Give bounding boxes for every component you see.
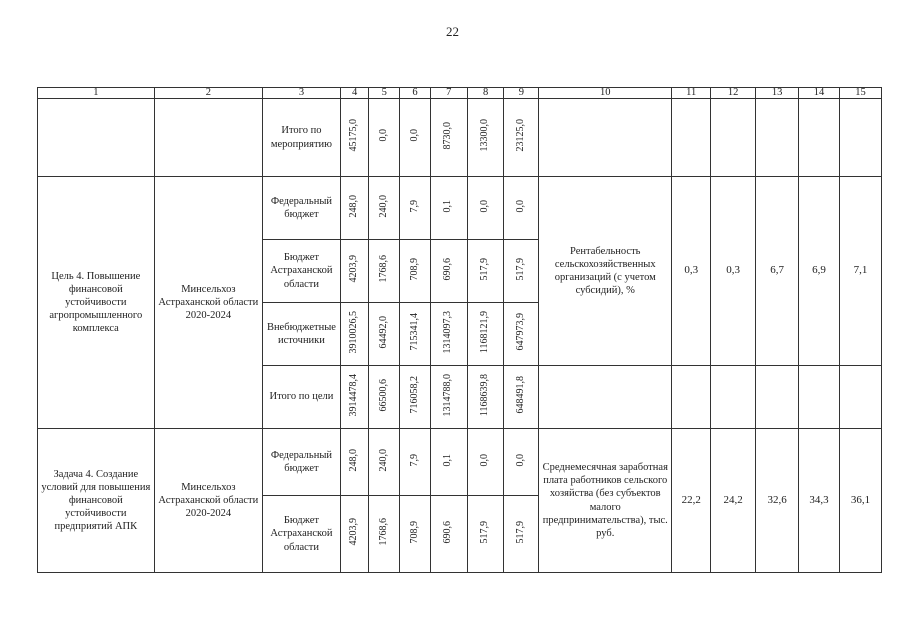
header-cell: 1 — [38, 88, 155, 99]
amount-cell: 13300,0 — [467, 99, 504, 177]
indicator-name: Рентабельность сельскохозяйственных организаций (с учетом субсидий), % — [539, 177, 672, 366]
amount-cell: 4203,9 — [340, 240, 369, 303]
amount-cell: 0,0 — [467, 177, 504, 240]
header-row — [38, 88, 882, 99]
amount-cell: 517,9 — [467, 240, 504, 303]
amount-cell: 240,0 — [369, 177, 400, 240]
amount-cell: 3914478,4 — [340, 366, 369, 429]
amount-cell: 0,0 — [400, 99, 431, 177]
goal-executor: Минсельхоз Астраханской области 2020-2024 — [154, 177, 262, 429]
funding-source: Внебюджетные источники — [263, 303, 341, 366]
indicator-value: 6,9 — [799, 177, 840, 366]
header-cell: 12 — [711, 88, 756, 99]
header-cell: 7 — [430, 88, 467, 99]
amount-cell: 648491,8 — [504, 366, 539, 429]
empty-cell — [672, 366, 711, 429]
indicator-value: 36,1 — [839, 429, 881, 573]
amount-cell: 0,0 — [504, 429, 539, 496]
table-row — [38, 177, 882, 240]
amount-cell: 7,9 — [400, 429, 431, 496]
header-cell: 11 — [672, 88, 711, 99]
goal-name: Цель 4. Повышение финансовой устойчивости агропромышленного комплекса — [38, 177, 155, 429]
header-cell: 8 — [467, 88, 504, 99]
empty-cell — [711, 99, 756, 177]
amount-cell: 240,0 — [369, 429, 400, 496]
indicator-value: 7,1 — [839, 177, 881, 366]
header-cell: 9 — [504, 88, 539, 99]
amount-cell: 690,6 — [430, 240, 467, 303]
amount-cell: 517,9 — [504, 240, 539, 303]
header-cell: 5 — [369, 88, 400, 99]
empty-cell — [38, 99, 155, 177]
indicator-value: 6,7 — [756, 177, 799, 366]
page-number: 22 — [446, 24, 459, 39]
amount-cell: 0,0 — [467, 429, 504, 496]
amount-cell: 1314788,0 — [430, 366, 467, 429]
amount-cell: 517,9 — [504, 496, 539, 573]
program-table — [37, 87, 882, 573]
empty-cell — [799, 99, 840, 177]
funding-source: Итого по мероприятию — [263, 99, 341, 177]
amount-cell: 0,0 — [369, 99, 400, 177]
empty-cell — [799, 366, 840, 429]
header-cell: 10 — [539, 88, 672, 99]
empty-cell — [756, 99, 799, 177]
funding-source: Федеральный бюджет — [263, 177, 341, 240]
empty-cell — [539, 366, 672, 429]
amount-cell: 708,9 — [400, 496, 431, 573]
amount-cell: 66500,6 — [369, 366, 400, 429]
amount-cell: 647973,9 — [504, 303, 539, 366]
header-cell: 6 — [400, 88, 431, 99]
indicator-value: 24,2 — [711, 429, 756, 573]
amount-cell: 1314097,3 — [430, 303, 467, 366]
task-executor: Минсельхоз Астраханской области 2020-2024 — [154, 429, 262, 573]
amount-cell: 1168639,8 — [467, 366, 504, 429]
amount-cell: 45175,0 — [340, 99, 369, 177]
indicator-value: 0,3 — [711, 177, 756, 366]
amount-cell: 716058,2 — [400, 366, 431, 429]
amount-cell: 0,0 — [504, 177, 539, 240]
funding-source: Итого по цели — [263, 366, 341, 429]
funding-source: Федеральный бюджет — [263, 429, 341, 496]
funding-source: Бюджет Астраханской области — [263, 496, 341, 573]
amount-cell: 715341,4 — [400, 303, 431, 366]
empty-cell — [839, 366, 881, 429]
header-cell: 14 — [799, 88, 840, 99]
amount-cell: 23125,0 — [504, 99, 539, 177]
amount-cell: 64492,0 — [369, 303, 400, 366]
indicator-value: 0,3 — [672, 177, 711, 366]
amount-cell: 1768,6 — [369, 240, 400, 303]
amount-cell: 0,1 — [430, 177, 467, 240]
indicator-value: 32,6 — [756, 429, 799, 573]
empty-cell — [672, 99, 711, 177]
header-cell: 3 — [263, 88, 341, 99]
header-cell: 4 — [340, 88, 369, 99]
header-cell: 13 — [756, 88, 799, 99]
task-name: Задача 4. Создание условий для повышения финансовой устойчивости предприятий АПК — [38, 429, 155, 573]
empty-cell — [154, 99, 262, 177]
empty-cell — [839, 99, 881, 177]
amount-cell: 1768,6 — [369, 496, 400, 573]
amount-cell: 248,0 — [340, 177, 369, 240]
funding-source: Бюджет Астраханской области — [263, 240, 341, 303]
empty-cell — [756, 366, 799, 429]
amount-cell: 8730,0 — [430, 99, 467, 177]
indicator-name: Среднемесячная заработная плата работников сельского хозяйства (без субъектов малого предпринимательства), тыс. руб. — [539, 429, 672, 573]
amount-cell: 4203,9 — [340, 496, 369, 573]
amount-cell: 517,9 — [467, 496, 504, 573]
empty-cell — [711, 366, 756, 429]
header-cell: 15 — [839, 88, 881, 99]
table-row — [38, 429, 882, 496]
amount-cell: 690,6 — [430, 496, 467, 573]
amount-cell: 248,0 — [340, 429, 369, 496]
amount-cell: 7,9 — [400, 177, 431, 240]
amount-cell: 3910026,5 — [340, 303, 369, 366]
amount-cell: 1168121,9 — [467, 303, 504, 366]
table-row — [38, 99, 882, 177]
indicator-value: 34,3 — [799, 429, 840, 573]
empty-cell — [539, 99, 672, 177]
amount-cell: 708,9 — [400, 240, 431, 303]
amount-cell: 0,1 — [430, 429, 467, 496]
indicator-value: 22,2 — [672, 429, 711, 573]
header-cell: 2 — [154, 88, 262, 99]
